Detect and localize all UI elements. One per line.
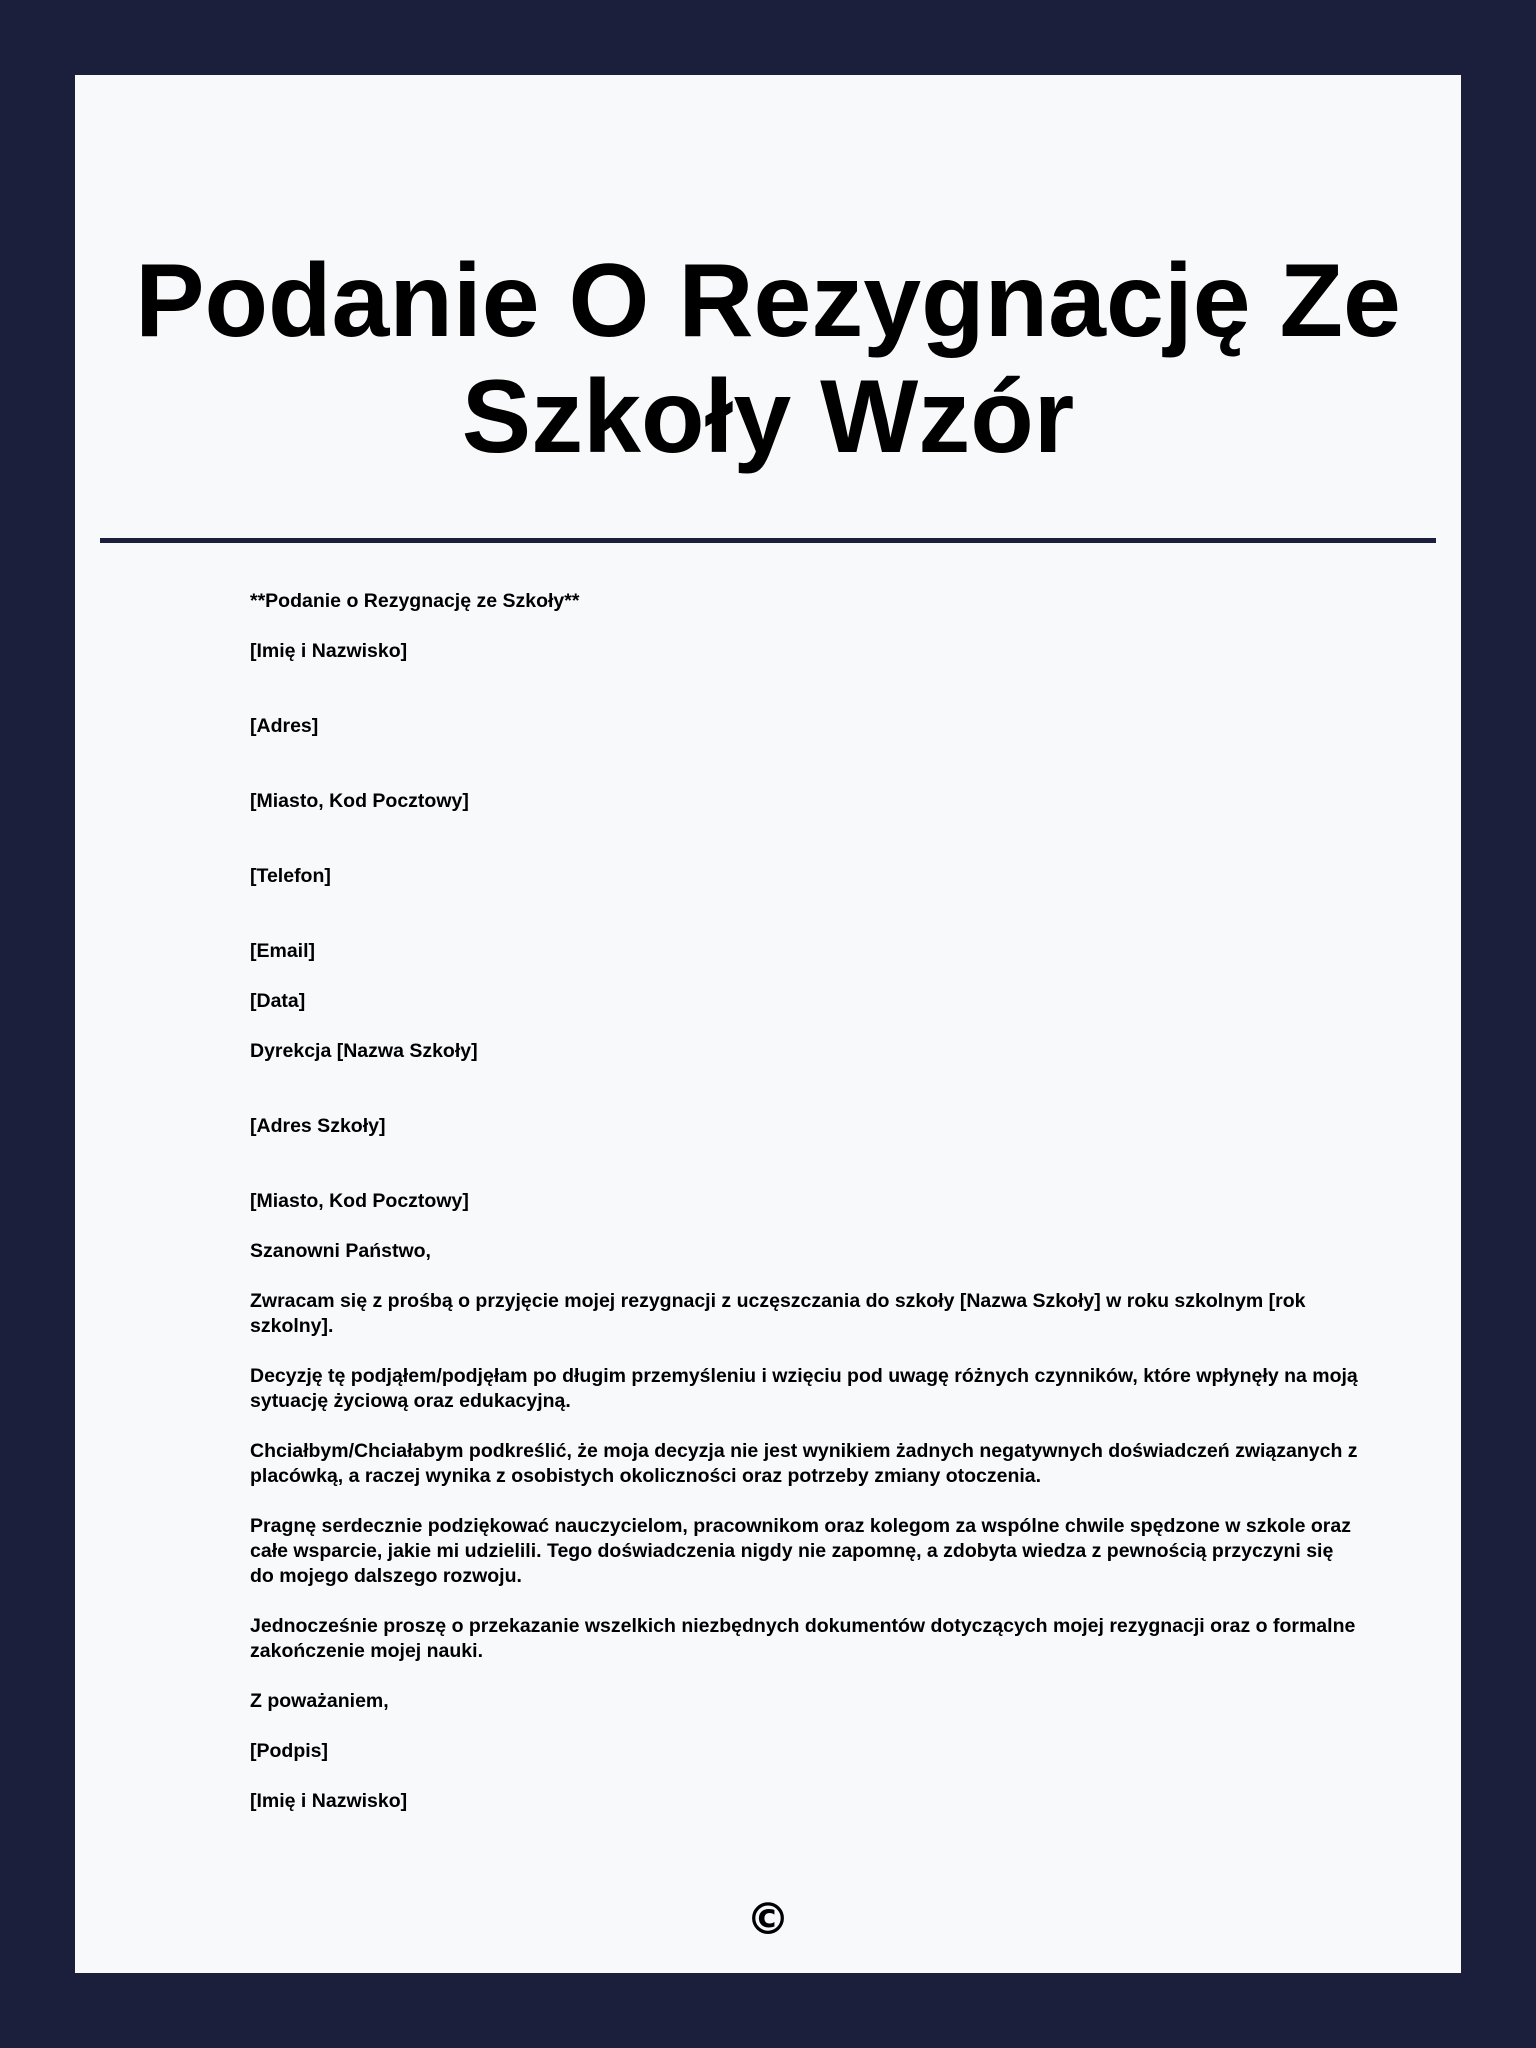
copyright-icon: ©: [746, 1894, 790, 1945]
signer-name: [Imię i Nazwisko]: [250, 1790, 408, 1812]
sender-city-postal: [Miasto, Kod Pocztowy]: [250, 790, 469, 812]
title-divider: [100, 538, 1436, 543]
recipient-city-postal: [Miasto, Kod Pocztowy]: [250, 1190, 469, 1212]
body-paragraph: Zwracam się z prośbą o przyjęcie mojej rezygnacji z uczęszczania do szkoły [Nazwa Szkoły] w roku szkolnym [rok szkolny].: [250, 1290, 1306, 1337]
body-paragraph: Chciałbym/Chciałabym podkreślić, że moja decyzja nie jest wynikiem żadnych negatywnych doświadczeń związanych z placówką, a raczej wynika z osobistych okoliczności oraz potrzeby zmiany otoczenia.: [250, 1440, 1358, 1487]
body-paragraph: Pragnę serdecznie podziękować nauczycielom, pracownikom oraz kolegom za wspólne chwile spędzone w szkole oraz całe wsparcie, jakie mi udzielili. Tego doświadczenia nigdy nie zapomnę, a zdobyta wiedza z pewnością przyczyni się do mojego dalszego rozwoju.: [250, 1515, 1351, 1587]
recipient-address: [Adres Szkoły]: [250, 1115, 386, 1137]
recipient-name: Dyrekcja [Nazwa Szkoły]: [250, 1040, 478, 1062]
sender-email: [Email]: [250, 940, 316, 962]
page-title: Podanie O Rezygnację Ze Szkoły Wzór: [135, 243, 1401, 475]
sender-name: [Imię i Nazwisko]: [250, 640, 408, 662]
document-card: [75, 75, 1461, 1973]
letter-date: [Data]: [250, 990, 306, 1012]
body-paragraph: Jednocześnie proszę o przekazanie wszelkich niezbędnych dokumentów dotyczących mojej rezygnacji oraz o formalne zakończenie mojej nauki.: [250, 1615, 1356, 1662]
body-paragraph: Decyzję tę podjąłem/podjęłam po długim przemyśleniu i wzięciu pod uwagę różnych czynników, które wpłynęły na moją sytuację życiową oraz edukacyjną.: [250, 1365, 1358, 1412]
salutation: Szanowni Państwo,: [250, 1240, 431, 1262]
closing: Z poważaniem,: [250, 1690, 389, 1712]
sender-phone: [Telefon]: [250, 865, 331, 887]
sender-address: [Adres]: [250, 715, 319, 737]
signature: [Podpis]: [250, 1740, 328, 1762]
letter-body: [250, 589, 1360, 1839]
letter-heading: **Podanie o Rezygnację ze Szkoły**: [250, 590, 580, 612]
